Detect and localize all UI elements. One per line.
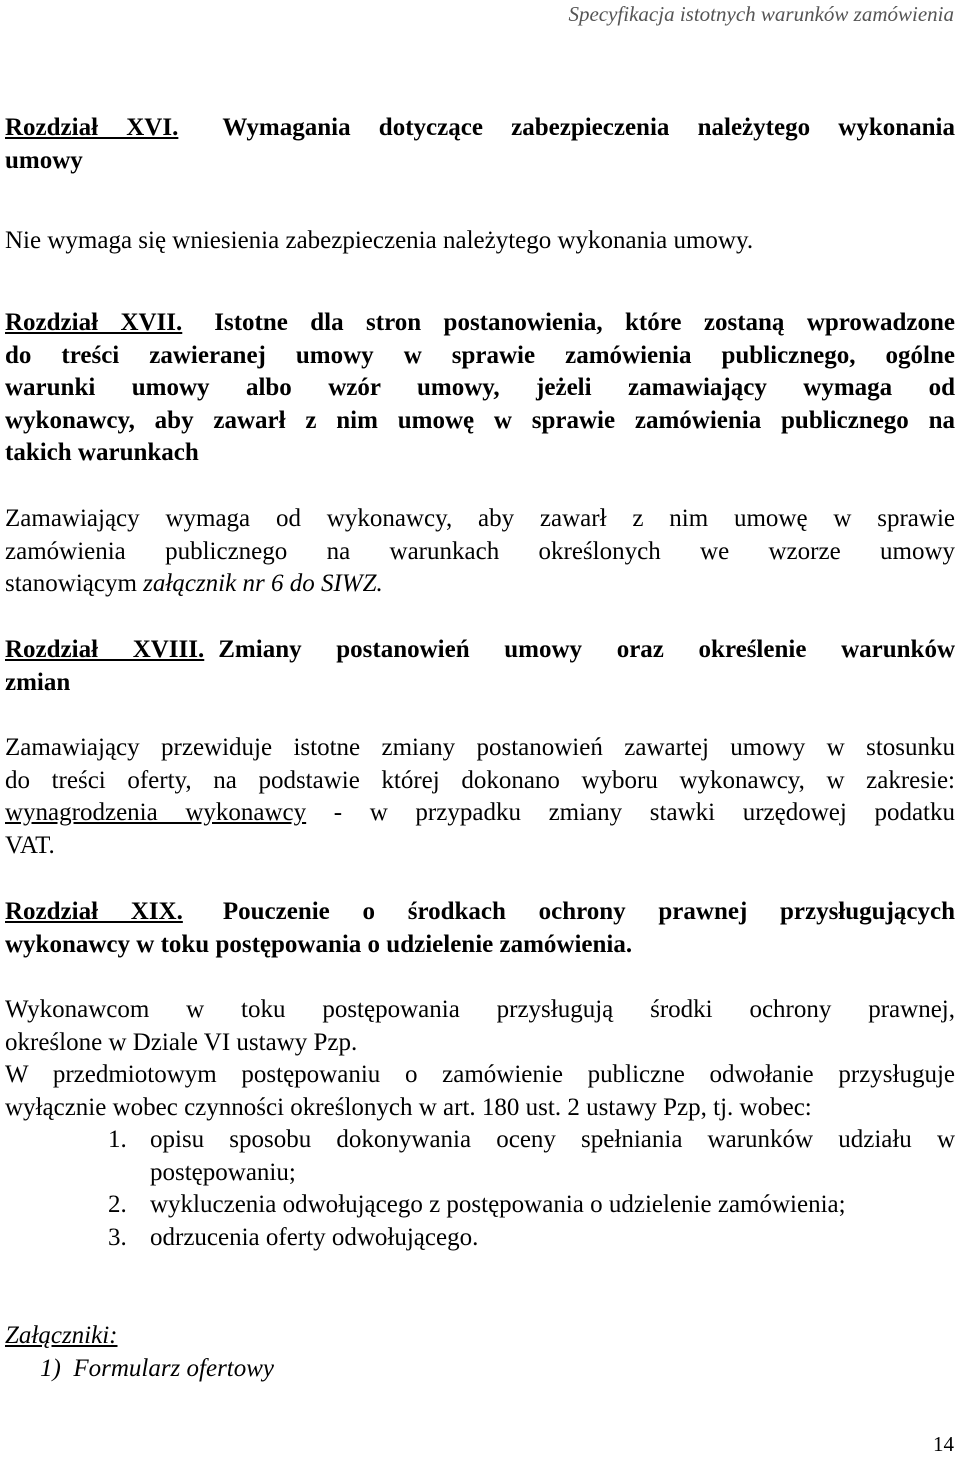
chapter-18-title-line2: zmian <box>5 668 71 696</box>
list-item <box>108 1189 955 1222</box>
list-item-text-cont: postępowaniu; <box>150 1158 296 1186</box>
chapter-18-title: Zmiany postanowień umowy oraz określenie warunków <box>218 636 955 663</box>
chapter-18-body-line4: VAT. <box>5 831 55 859</box>
chapter-18-body-line3 <box>5 797 955 830</box>
chapter-17-body-line1: Zamawiający wymaga od wykonawcy, aby zawarł z nim umowę w sprawie <box>5 505 955 532</box>
chapter-17-label: Rozdział XVII. <box>5 309 183 336</box>
chapter-16-title-line <box>5 112 955 145</box>
chapter-19 <box>5 896 955 961</box>
chapter-17-title-line4: wykonawcy, aby zawarł z nim umowę w sprawie zamówienia publicznego na <box>5 406 955 434</box>
list-item-number: 3. <box>108 1223 127 1251</box>
chapter-19-body <box>5 994 955 1124</box>
chapter-16-label: Rozdział XVI. <box>5 114 179 141</box>
chapter-18-body <box>5 732 955 862</box>
chapter-16-title: Wymagania dotyczące zabezpieczenia należytego wykonania <box>222 114 955 141</box>
chapter-16 <box>5 112 955 177</box>
list-item-text: wykluczenia odwołującego z postępowania o udzielenie zamówienia; <box>150 1191 846 1218</box>
chapter-19-p1-line1: Wykonawcom w toku postępowania przysługują środki ochrony prawnej, <box>5 996 955 1023</box>
list-item <box>108 1124 955 1189</box>
chapter-19-p2-line1: W przedmiotowym postępowaniu o zamówienie publiczne odwołanie przysługuje <box>5 1061 955 1088</box>
chapter-18-body-line1: Zamawiający przewiduje istotne zmiany postanowień zawartej umowy w stosunku <box>5 734 955 761</box>
chapter-18-label: Rozdział XVIII. <box>5 636 205 663</box>
attachment-item: 1) Formularz ofertowy <box>40 1355 275 1382</box>
chapter-17-title-line5: takich warunkach <box>5 439 199 466</box>
chapter-17-body-line3 <box>5 568 955 601</box>
chapter-19-title: Pouczenie o środkach ochrony prawnej przysługujących <box>222 898 955 925</box>
chapter-19-p1-line2: określone w Dziale VI ustawy Pzp. <box>5 1028 358 1056</box>
attachments-heading <box>5 1322 118 1350</box>
list-item-number: 1. <box>108 1126 127 1153</box>
list-item-number: 2. <box>108 1191 127 1218</box>
chapter-18-title-line <box>5 634 955 667</box>
chapter-18-body-line2: do treści oferty, na podstawie której dokonano wyboru wykonawcy, w zakresie: <box>5 766 955 794</box>
list-item-text: opisu sposobu dokonywania oceny spełniania warunków udziału w <box>150 1126 955 1153</box>
document-header: Specyfikacja istotnych warunków zamówienia <box>568 2 954 26</box>
list-item-text: odrzucenia oferty odwołującego. <box>150 1223 479 1251</box>
chapter-19-label: Rozdział XIX. <box>5 898 183 925</box>
chapter-19-p2-line2: wyłącznie wobec czynności określonych w art. 180 ust. 2 ustawy Pzp, tj. wobec: <box>5 1093 812 1121</box>
chapter-17-title-line <box>5 307 955 340</box>
chapter-17 <box>5 307 955 470</box>
chapter-17-body-line2: zamówienia publicznego na warunkach określonych we wzorze umowy <box>5 537 955 565</box>
list-item <box>108 1222 955 1255</box>
chapter-17-body <box>5 503 955 601</box>
chapter-17-title: Istotne dla stron postanowienia, które zostaną wprowadzone <box>214 309 955 336</box>
grounds-list <box>108 1124 955 1254</box>
chapter-19-title-line <box>5 896 955 929</box>
chapter-16-body: Nie wymaga się wniesienia zabezpieczenia należytego wykonania umowy. <box>5 227 754 254</box>
chapter-17-body-text: stanowiącym <box>5 570 144 597</box>
chapter-18 <box>5 634 955 699</box>
chapter-18-body-text: - w przypadku zmiany stawki urzędowej podatku <box>306 799 955 826</box>
chapter-17-title-line2: do treści zawieranej umowy w sprawie zamówienia publicznego, ogólne <box>5 341 955 369</box>
chapter-16-title-line2: umowy <box>5 146 83 174</box>
attachment-reference: załącznik nr 6 do SIWZ. <box>143 570 383 597</box>
remuneration-term: wynagrodzenia wykonawcy <box>5 799 307 826</box>
chapter-17-title-line3: warunki umowy albo wzór umowy, jeżeli zamawiający wymaga od <box>5 374 955 401</box>
attachments-heading-text: Załączniki: <box>5 1322 118 1349</box>
chapter-19-title-line2: wykonawcy w toku postępowania o udzielenie zamówienia. <box>5 930 633 958</box>
page-number: 14 <box>933 1432 954 1456</box>
